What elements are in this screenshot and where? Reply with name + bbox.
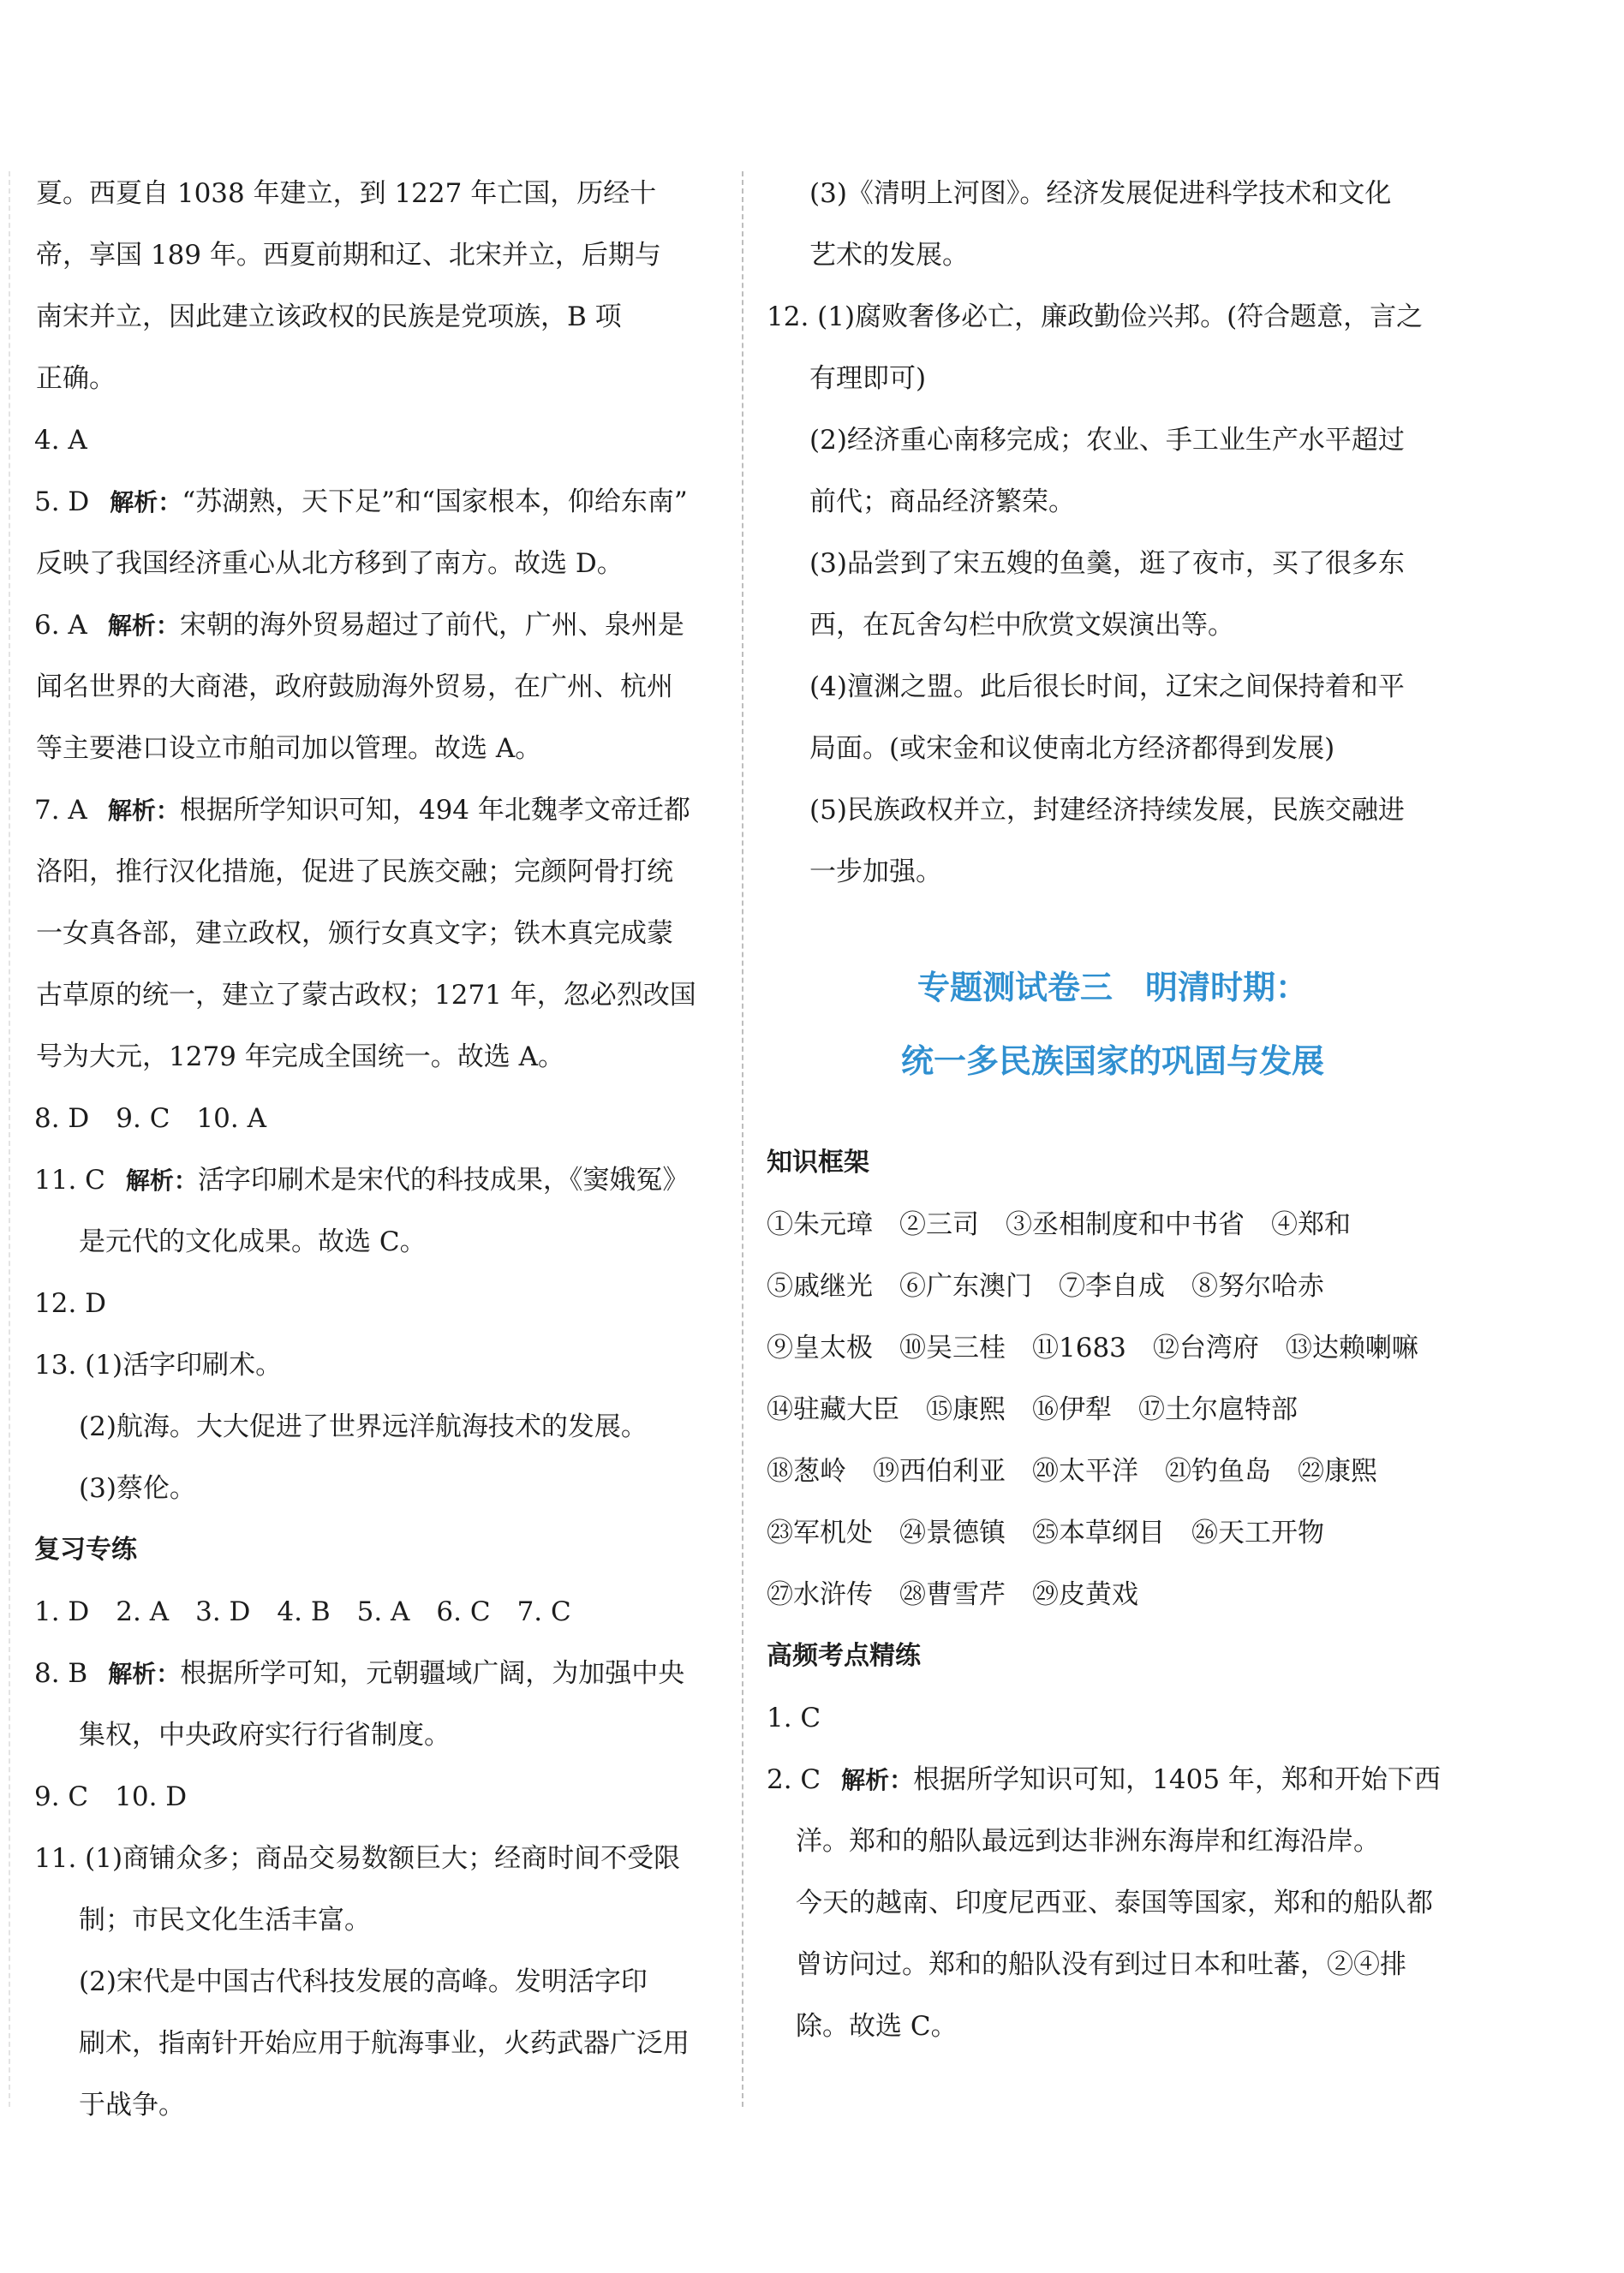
framework-line: ㉗水浒传 ㉘曹雪芹 ㉙皮黄戏 <box>767 1579 1138 1610</box>
spacer <box>767 903 1459 951</box>
practice-answer-2 <box>767 1749 1459 1811</box>
answer-6 <box>0 594 721 656</box>
framework-line: ①朱元璋 ②三司 ③丞相制度和中书省 ④郑和 <box>767 1209 1351 1240</box>
text-line: 除。故选 C。 <box>796 2011 958 2042</box>
answer-12: 12. (1)腐败奢侈必亡，廉政勤俭兴邦。(符合题意，言之 <box>767 301 1424 332</box>
text-line: 洋。郑和的船队最远到达非洲东海岸和红海沿岸。 <box>796 1826 1380 1857</box>
text-line: 今天的越南、印度尼西亚、泰国等国家，郑和的船队都 <box>796 1888 1433 1918</box>
text-line: (2)经济重心南移完成；农业、手工业生产水平超过 <box>809 425 1405 456</box>
analysis-tag: 解析： <box>110 488 182 516</box>
text-line: (3)《清明上河图》。经济发展促进科学技术和文化 <box>809 178 1392 209</box>
review-answer-8 <box>0 1643 721 1704</box>
text-line: 一女真各部，建立政权，颁行女真文字；铁木真完成蒙 <box>36 918 673 949</box>
text-line: 等主要港口设立市舶司加以管理。故选 A。 <box>36 733 542 764</box>
review-answer-11: 11. (1)商铺众多；商品交易数额巨大；经商时间不受限 <box>34 1843 681 1874</box>
text-line: 于战争。 <box>79 2090 185 2121</box>
analysis-text: 宋朝的海外贸易超过了前代，广州、泉州是 <box>179 610 684 641</box>
answers-8-10: 8. D 9. C 10. A <box>34 1103 266 1134</box>
text-line: 是元代的文化成果。故选 C。 <box>79 1226 427 1257</box>
answer-number: 6. A <box>34 610 87 641</box>
column-divider <box>742 171 743 2107</box>
framework-line: ⑨皇太极 ⑩吴三桂 ⑪1683 ⑫台湾府 ⑬达赖喇嘛 <box>767 1333 1418 1363</box>
answer-number: 11. C <box>34 1165 105 1196</box>
text-line: 西，在瓦舍勾栏中欣赏文娱演出等。 <box>809 610 1234 641</box>
answer-4: 4. A <box>34 425 87 456</box>
text-line: (4)澶渊之盟。此后很长时间，辽宋之间保持着和平 <box>809 671 1405 702</box>
text-line: 有理即可) <box>809 363 927 394</box>
text-line: (3)品尝到了宋五嫂的鱼羹，逛了夜市，买了很多东 <box>809 548 1405 579</box>
text-line: 反映了我国经济重心从北方移到了南方。故选 D。 <box>36 548 624 579</box>
answer-13: 13. (1)活字印刷术。 <box>34 1350 283 1381</box>
analysis-text: 根据所学知识可知，494 年北魏孝文帝迁都 <box>179 795 690 826</box>
text-line: 夏。西夏自 1038 年建立，到 1227 年亡国，历经十 <box>36 178 657 209</box>
text-line: 艺术的发展。 <box>809 240 969 271</box>
framework-line: ⑱葱岭 ⑲西伯利亚 ⑳太平洋 ㉑钓鱼岛 ㉒康熙 <box>767 1456 1377 1487</box>
section-heading-framework: 知识框架 <box>767 1148 869 1178</box>
answer-12: 12. D <box>34 1288 107 1319</box>
left-column <box>36 163 721 2136</box>
answer-number: 8. B <box>34 1658 88 1689</box>
text-line: 前代；商品经济繁荣。 <box>809 486 1075 517</box>
text-line: 正确。 <box>36 363 116 394</box>
analysis-text: 根据所学知识可知，1405 年，郑和开始下西 <box>913 1764 1441 1795</box>
answer-number: 7. A <box>34 795 87 826</box>
analysis-tag: 解析： <box>841 1766 914 1794</box>
framework-line: ㉓军机处 ㉔景德镇 ㉕本草纲目 ㉖天工开物 <box>767 1518 1324 1548</box>
section-heading-review: 复习专练 <box>34 1535 137 1565</box>
answer-7 <box>0 779 721 841</box>
text-line: 一步加强。 <box>809 856 942 887</box>
analysis-tag: 解析： <box>108 1660 181 1688</box>
text-line: 帝，享国 189 年。西夏前期和辽、北宋并立，后期与 <box>36 240 661 271</box>
analysis-text: 根据所学可知，元朝疆域广阔，为加强中央 <box>180 1658 685 1689</box>
text-line: 刷术，指南针开始应用于航海事业，火药武器广泛用 <box>79 2028 690 2059</box>
text-line: 集权，中央政府实行行省制度。 <box>79 1720 451 1751</box>
text-line: 制；市民文化生活丰富。 <box>79 1905 371 1936</box>
analysis-tag: 解析： <box>107 796 180 825</box>
spacer <box>767 1098 1459 1132</box>
framework-line: ⑭驻藏大臣 ⑮康熙 ⑯伊犁 ⑰土尔扈特部 <box>767 1394 1298 1425</box>
text-line: (5)民族政权并立，封建经济持续发展，民族交融进 <box>809 795 1405 826</box>
text-line: 闻名世界的大商港，政府鼓励海外贸易，在广州、杭州 <box>36 671 673 702</box>
text-line: (2)宋代是中国古代科技发展的高峰。发明活字印 <box>79 1966 648 1997</box>
answer-number: 2. C <box>767 1764 821 1795</box>
practice-answer-1: 1. C <box>767 1703 821 1733</box>
right-column <box>767 163 1459 2057</box>
answer-number: 5. D <box>34 486 90 517</box>
text-line: 洛阳，推行汉化措施，促进了民族交融；完颜阿骨打统 <box>36 856 673 887</box>
review-answers-9-10: 9. C 10. D <box>34 1781 188 1812</box>
answers-1-7: 1. D 2. A 3. D 4. B 5. A 6. C 7. C <box>34 1596 571 1627</box>
text-line: (2)航海。大大促进了世界远洋航海技术的发展。 <box>79 1411 648 1442</box>
analysis-tag: 解析： <box>125 1166 198 1195</box>
answer-11 <box>0 1149 721 1211</box>
text-line: 局面。(或宋金和议使南北方经济都得到发展) <box>809 733 1335 764</box>
analysis-text: 活字印刷术是宋代的科技成果，《窦娥冤》 <box>197 1165 690 1196</box>
section-heading-practice: 高频考点精练 <box>767 1641 921 1671</box>
analysis-tag: 解析： <box>107 612 180 640</box>
text-line: (3)蔡伦。 <box>79 1473 196 1504</box>
answer-5 <box>0 471 721 533</box>
analysis-text: “苏湖熟，天下足”和“国家根本，仰给东南” <box>182 486 688 517</box>
text-line: 号为大元，1279 年完成全国统一。故选 A。 <box>36 1041 564 1072</box>
text-line: 南宋并立，因此建立该政权的民族是党项族，B 项 <box>36 301 622 332</box>
section-title-line-2: 统一多民族国家的巩固与发展 <box>900 1042 1324 1080</box>
framework-line: ⑤戚继光 ⑥广东澳门 ⑦李自成 ⑧努尔哈赤 <box>767 1271 1324 1302</box>
text-line: 曾访问过。郑和的船队没有到过日本和吐蕃，②④排 <box>796 1949 1406 1980</box>
text-line: 古草原的统一，建立了蒙古政权；1271 年，忽必烈改国 <box>36 980 696 1011</box>
section-title-line-1: 专题测试卷三 明清时期： <box>916 969 1308 1006</box>
